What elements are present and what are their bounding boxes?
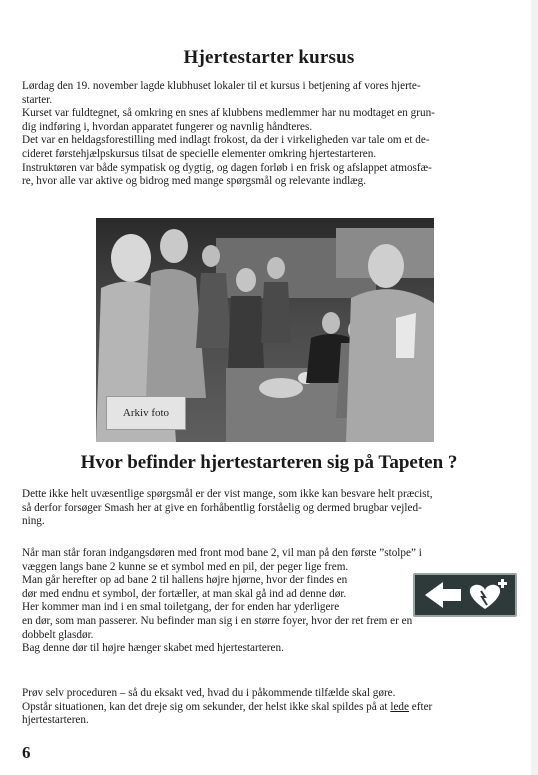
text-line: Instruktøren var både sympatisk og dygtig, og dagen forløb i en frisk og afslappet atmosfæ- (22, 161, 432, 174)
photo-caption: Arkiv foto (106, 396, 186, 430)
text-line: Prøv selv proceduren – så du eksakt ved, hvad du i påkommende tilfælde skal gøre. (22, 687, 396, 699)
text-line: en dør, som man passerer. Nu befinder man sig i en større foyer, hvor der ret frem er en (22, 614, 413, 627)
article-title-hvor-befinder: Hvor befinder hjertestarteren sig på Tapeten ? (80, 452, 458, 473)
text-line: Bag denne dør til højre hænger skabet med hjertestarteren. (22, 642, 284, 655)
text-line: Det var en heldagsforestilling med indlagt frokost, da der i virkeligheden var tale om et de- (22, 134, 430, 147)
article-intro (22, 488, 522, 529)
text-fragment: Opstår situationen, kan det dreje sig om sekunder, der helst ikke skal spildes på at (22, 700, 391, 713)
page-edge (531, 0, 538, 775)
course-photo (96, 218, 434, 442)
text-line: Man går herefter op ad bane 2 til hallens højre hjørne, hvor der findes en (22, 574, 348, 587)
text-line: dobbelt glasdør. (22, 628, 94, 641)
text-line: cideret førstehjælpskursus tilsat de specielle elementer omkring hjertestarteren. (22, 147, 377, 160)
article-body-kursus (22, 80, 522, 189)
page-number: 6 (22, 743, 31, 762)
underlined-word: lede (390, 700, 409, 713)
arrow-heart-icon (415, 575, 515, 615)
text-line: dør med endnu et symbol, der fortæller, at man skal gå ind ad denne dør. (22, 587, 347, 600)
text-line: Når man står foran indgangsdøren med front mod bane 2, vil man på den første ”stolpe” i (22, 547, 422, 559)
text-line: Lørdag den 19. november lagde klubhuset lokaler til et kursus i betjening af vores hjerte- (22, 80, 421, 92)
text-line: hjertestarteren. (22, 714, 89, 727)
aed-direction-sign-icon (413, 573, 517, 617)
text-line: så derfor forsøger Smash her at give en forhåbentlig forståelig og dermed brugbar vejled- (22, 501, 422, 514)
text-line: dig indføring i, hvordan apparatet fungerer og navnlig håndteres. (22, 120, 313, 133)
text-line: Her kommer man ind i en smal toiletgang, der for enden har yderligere (22, 601, 340, 614)
text-line: starter. (22, 93, 53, 106)
text-fragment: efter (408, 700, 433, 713)
text-line: ning. (22, 515, 45, 528)
text-line (22, 701, 522, 715)
text-line: Kurset var fuldtegnet, så omkring en snes af klubbens medlemmer har nu modtaget en grun- (22, 107, 435, 120)
text-line: re, hvor alle var aktive og bidrog med mange spørgsmål og relevante indlæg. (22, 175, 367, 188)
text-line: Dette ikke helt uvæsentlige spørgsmål er der vist mange, som ikke kan besvare helt præcist, (22, 488, 433, 500)
article-closing (22, 687, 522, 728)
text-line: væggen langs bane 2 kunne se et symbol med en pil, der peger lige frem. (22, 560, 349, 573)
article-title-hjertestarter-kursus: Hjertestarter kursus (183, 47, 355, 68)
